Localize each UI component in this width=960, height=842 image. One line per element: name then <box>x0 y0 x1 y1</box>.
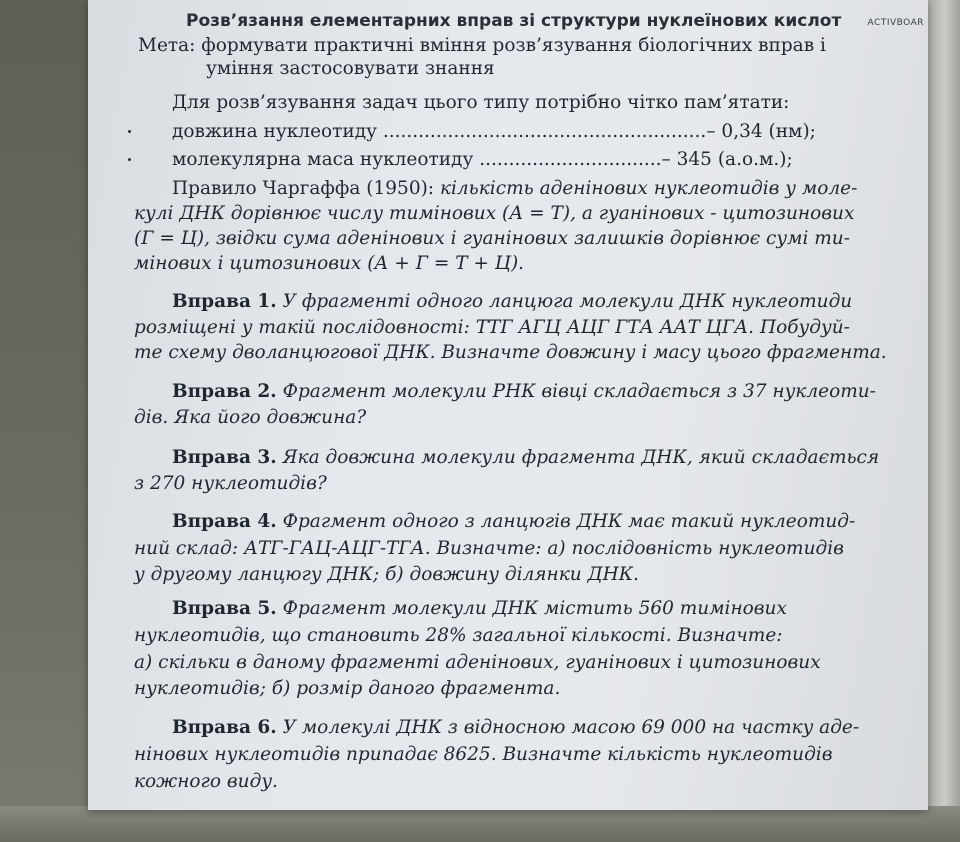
exercise-5-line-1 <box>172 597 787 621</box>
exercise-1-line-1 <box>172 290 852 314</box>
exercise-1-label: Вправа 1. <box>172 291 277 312</box>
exercise-2-line-2: дів. Яка його довжина? <box>134 407 367 428</box>
exercise-5-text-1: Фрагмент молекули ДНК містить 560 тимінових <box>282 598 787 619</box>
exercise-2-line-1 <box>172 380 876 404</box>
exercise-5-line-3: а) скільки в даному фрагменті аденінових, гуанінових і цитозинових <box>134 652 821 673</box>
exercise-4-text-1: Фрагмент одного з ланцюгів ДНК має такий нуклеотид- <box>282 511 856 532</box>
exercise-6-label: Вправа 6. <box>172 717 277 738</box>
goal-label: Мета: <box>138 35 196 56</box>
exercise-3-line-2: з 270 нуклеотидів? <box>134 473 327 494</box>
intro-text: Для розв’язування задач цього типу потрібно чітко пам’ятати: <box>172 92 790 113</box>
fact-nucleotide-mass: молекулярна маса нуклеотиду ...............................– 345 (а.о.м.); <box>172 149 793 170</box>
chargaff-line-2: кулі ДНК дорівнює числу тимінових (А = Т), а гуанінових - цитозинових <box>134 203 855 224</box>
exercise-6-line-2: нінових нуклеотидів припадає 8625. Визначте кількість нуклеотидів <box>134 744 833 765</box>
chargaff-line-3: (Г = Ц), звідки сума аденінових і гуанінових залишків дорівнює сумі ти- <box>134 228 850 249</box>
fact-nucleotide-length: довжина нуклеотиду .......................................................– 0,34 (нм); <box>172 121 816 142</box>
exercise-6-line-3: кожного виду. <box>134 771 278 792</box>
goal-text-1: формувати практичні вміння розв’язування біологічних вправ і <box>201 35 826 56</box>
chargaff-label: Правило Чаргаффа (1950): <box>172 178 435 199</box>
exercise-4-line-3: у другому ланцюгу ДНК; б) довжину ділянки ДНК. <box>134 564 639 585</box>
watermark: ACTIVBOAR <box>867 18 924 28</box>
page-title: Розв’язання елементарних вправ зі структури нуклеїнових кислот <box>186 11 842 31</box>
projected-page <box>88 0 928 810</box>
chargaff-text-1: кількість аденінових нуклеотидів у моле- <box>439 178 858 199</box>
exercise-5-label: Вправа 5. <box>172 598 277 619</box>
exercise-3-label: Вправа 3. <box>172 447 277 468</box>
exercise-3-line-1 <box>172 446 879 470</box>
exercise-3-text-1: Яка довжина молекули фрагмента ДНК, який складається <box>282 447 880 468</box>
floor-strip <box>0 806 960 842</box>
exercise-2-text-1: Фрагмент молекули РНК вівці складається з 37 нуклеоти- <box>282 381 876 402</box>
exercise-4-line-1 <box>172 510 855 534</box>
exercise-5-line-2: нуклеотидів, що становить 28% загальної кількості. Визначте: <box>134 625 783 646</box>
chargaff-line-4: мінових і цитозинових (А + Г = Т + Ц). <box>134 253 525 274</box>
exercise-2-label: Вправа 2. <box>172 381 277 402</box>
exercise-1-text-1: У фрагменті одного ланцюга молекули ДНК нуклеотиди <box>282 291 853 312</box>
exercise-6-text-1: У молекулі ДНК з відносною масою 69 000 на частку аде- <box>282 717 860 738</box>
bullet-dot <box>128 158 131 161</box>
board-edge <box>926 0 960 842</box>
chargaff-line-1 <box>172 177 857 201</box>
goal-line-2: уміння застосовувати знання <box>206 58 495 79</box>
exercise-1-line-3: те схему дволанцюгової ДНК. Визначте довжину і масу цього фрагмента. <box>134 342 887 363</box>
exercise-4-label: Вправа 4. <box>172 511 277 532</box>
exercise-4-line-2: ний склад: АТГ-ГАЦ-АЦГ-ТГА. Визначте: а) послідовність нуклеотидів <box>134 538 844 559</box>
exercise-6-line-1 <box>172 716 859 740</box>
exercise-5-line-4: нуклеотидів; б) розмір даного фрагмента. <box>134 678 561 699</box>
exercise-1-line-2: розміщені у такій послідовності: ТТГ АГЦ АЦГ ГТА ААТ ЦГА. Побудуй- <box>134 317 850 338</box>
goal-line-1 <box>138 34 826 58</box>
bullet-dot <box>128 130 131 133</box>
